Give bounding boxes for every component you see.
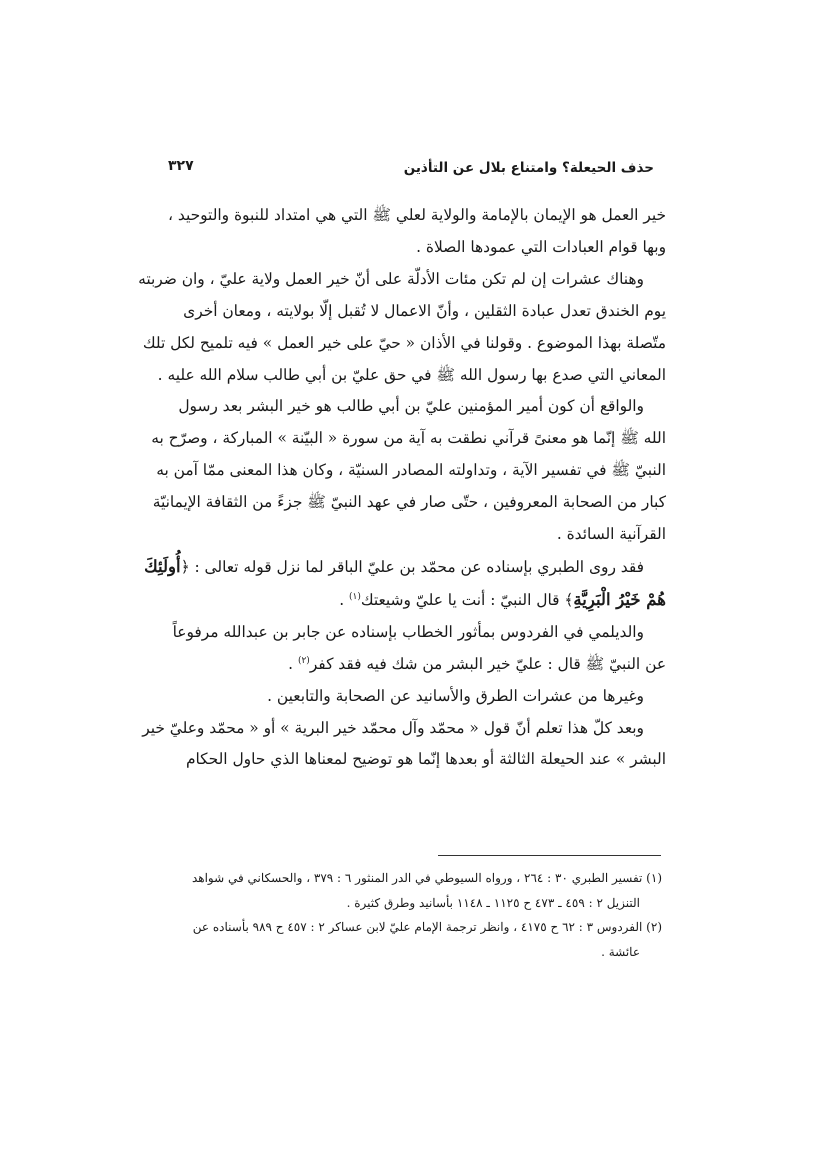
footnote-ref: (١) (349, 591, 361, 602)
quran-quote: أُولَئِكَ (144, 556, 181, 576)
footnote-line: (٢) الفردوس ٣ : ٦٢ ح ٤١٧٥ ، وانظر ترجمة الإمام عليّ لابن عساكر ٢ : ٤٥٧ ح ٩٨٩ بأسناده عن (192, 920, 662, 934)
text-fragment: . (339, 590, 349, 609)
text-line: البشر » عند الحيعلة الثالثة أو بعدها إنّما هو توضيح لمعناها الذي حاول الحكام (185, 750, 666, 769)
text-line: والديلمي في الفردوس بمأثور الخطاب بإسناده عن جابر بن عبدالله مرفوعاً (172, 622, 644, 641)
footnote-line: (١) تفسير الطبري ٣٠ : ٢٦٤ ، ورواه السيوطي في الدر المنثور ٦ : ٣٧٩ ، والحسكاني في شواهد (191, 871, 662, 885)
text-line: المعاني التي صدع بها رسول الله ﷺ في حق عليّ بن أبي طالب سلام الله عليه . (157, 365, 666, 384)
footnote-ref: (٢) (297, 655, 310, 666)
text-fragment: فقد روى الطبري بإسناده عن محمّد بن عليّ الباقر لما نزل قوله تعالى : ﴿ (180, 557, 644, 576)
text-line: وغيرها من عشرات الطرق والأسانيد عن الصحابة والتابعين . (267, 686, 644, 705)
running-title: حذف الحيعلة؟ وامتناع بلال عن التأذين (403, 160, 654, 176)
footnote-line: عائشة . (601, 944, 640, 959)
text-line (158, 649, 666, 681)
text-line: وهناك عشرات إن لم تكن مئات الأدلّة على أنّ خير العمل ولاية عليّ ، وان ضربته (138, 269, 644, 288)
text-line: كبار من الصحابة المعروفين ، حتّى صار في عهد النبيّ ﷺ جزءً من الثقافة الإيمانيّة (152, 493, 666, 512)
text-line: الله ﷺ إنّما هو معنىً قرآني نطقت به آية من سورة « البيّنة » المباركة ، وصرّح به (151, 429, 666, 448)
text-line: والواقع أن كون أمير المؤمنين عليّ بن أبي طالب هو خير البشر بعد رسول (178, 397, 644, 416)
footnote-line: التنزيل ٢ : ٤٥٩ ـ ٤٧٣ ح ١١٢٥ ـ ١١٤٨ بأسانيد وطرق كثيرة . (346, 895, 640, 910)
text-line: وبها قوام العبادات التي عمودها الصلاة . (416, 237, 666, 256)
footnote-separator (438, 855, 661, 856)
text-fragment: . (288, 654, 298, 673)
page-number: ٣٢٧ (168, 158, 194, 174)
text-line (158, 584, 666, 617)
body-text (138, 200, 666, 776)
text-line: القرآنية السائدة . (556, 525, 666, 544)
text-fragment: عن النبيّ ﷺ قال : عليّ خير البشر من شك فيه فقد كفر (309, 654, 666, 673)
text-line: النبيّ ﷺ في تفسير الآية ، وتداولته المصادر السنيّة ، وكان هذا المعنى ممّا آمن به (156, 461, 666, 480)
text-line: وبعد كلّ هذا تعلم أنّ قول « محمّد وآل محمّد خير البرية » أو « محمّد وعليّ خير (142, 718, 644, 737)
text-line: خير العمل هو الإيمان بالإمامة والولاية لعلي ﷺ التي هي امتداد للنبوة والتوحيد ، (168, 206, 666, 224)
quran-quote: هُمْ خَيْرُ الْبَرِيَّةِ (573, 589, 666, 609)
text-line: متّصلة بهذا الموضوع . وقولنا في الأذان « حيّ على خير العمل » فيه تلميح لكل تلك (142, 333, 666, 352)
text-line (144, 551, 666, 584)
text-fragment: ﴾ قال النبيّ : أنت يا عليّ وشيعتك (360, 590, 574, 609)
footnotes (160, 866, 662, 964)
text-line: يوم الخندق تعدل عبادة الثقلين ، وأنّ الاعمال لا تُقبل إلّا بولايته ، ومعان أخرى (183, 301, 666, 320)
